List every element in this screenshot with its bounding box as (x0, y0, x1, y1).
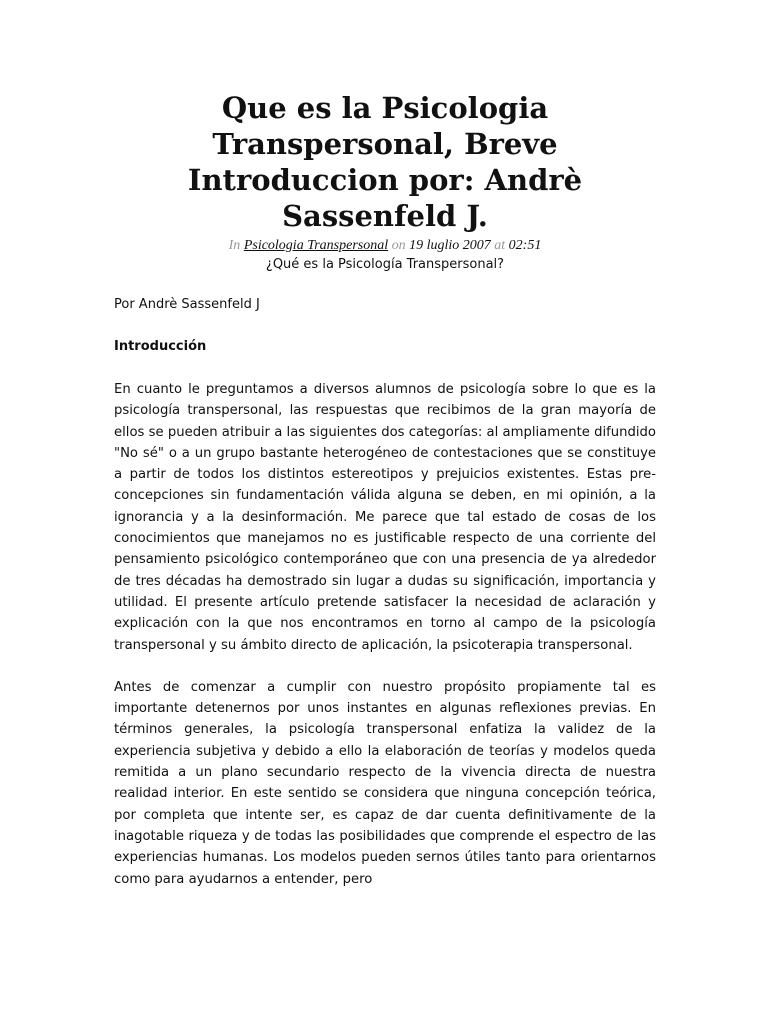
article (114, 90, 656, 890)
at-label: at (494, 238, 506, 253)
category-link[interactable]: Psicologia Transpersonal (243, 238, 389, 253)
author-line: Por Andrè Sassenfeld J (114, 297, 260, 312)
post-time: 02:51 (508, 238, 542, 253)
in-label: In (228, 238, 241, 253)
paragraph: Antes de comenzar a cumplir con nuestro propósito propiamente tal es importante detenernos por unos instantes en algunas reflexiones previas. En términos generales, la psicología transpersonal enfatiza la validez de la experiencia subjetiva y debido a ello la elaboración de teorías y modelos queda remitida a un plano secundario respecto de la vivencia directa de nuestra realidad interior. En este sentido se considera que ninguna concepción teórica, por completa que intente ser, es capaz de dar cuenta definitivamente de la inagotable riqueza y de todas las posibilidades que comprende el espectro de las experiencias humanas. Los modelos pueden sernos útiles tanto para orientarnos como para ayudarnos a entender, pero (114, 679, 656, 887)
post-meta (114, 237, 656, 255)
article-subtitle: ¿Qué es la Psicología Transpersonal? (265, 257, 505, 272)
section-heading: Introducción (114, 339, 207, 354)
on-label: on (391, 238, 406, 253)
article-title: Que es la Psicologia Transpersonal, Breve Introduccion por: Andrè Sassenfeld J. (187, 91, 583, 233)
post-date: 19 luglio 2007 (409, 238, 491, 253)
paragraph: En cuanto le preguntamos a diversos alumnos de psicología sobre lo que es la psicología transpersonal, las respuestas que recibimos de la gran mayoría de ellos se pueden atribuir a las siguientes dos categorías: al ampliamente difundido "No sé" o a un grupo bastante heterogéneo de contestaciones que se constituye a partir de todos los distintos estereotipos y prejuicios existentes. Estas pre-concepciones sin fundamentación válida alguna se deben, en mi opinión, a la ignorancia y a la desinformación. Me parece que tal estado de cosas de los conocimientos que manejamos no es justificable respecto de una corriente del pensamiento psicológico contemporáneo que con una presencia de ya alrededor de tres décadas ha demostrado sin lugar a dudas su significación, importancia y utilidad. El presente artículo pretende satisfacer la necesidad de aclaración y explicación con la que nos encontramos en torno al campo de la psicología transpersonal y su ámbito directo de aplicación, la psicoterapia transpersonal. (114, 382, 656, 653)
